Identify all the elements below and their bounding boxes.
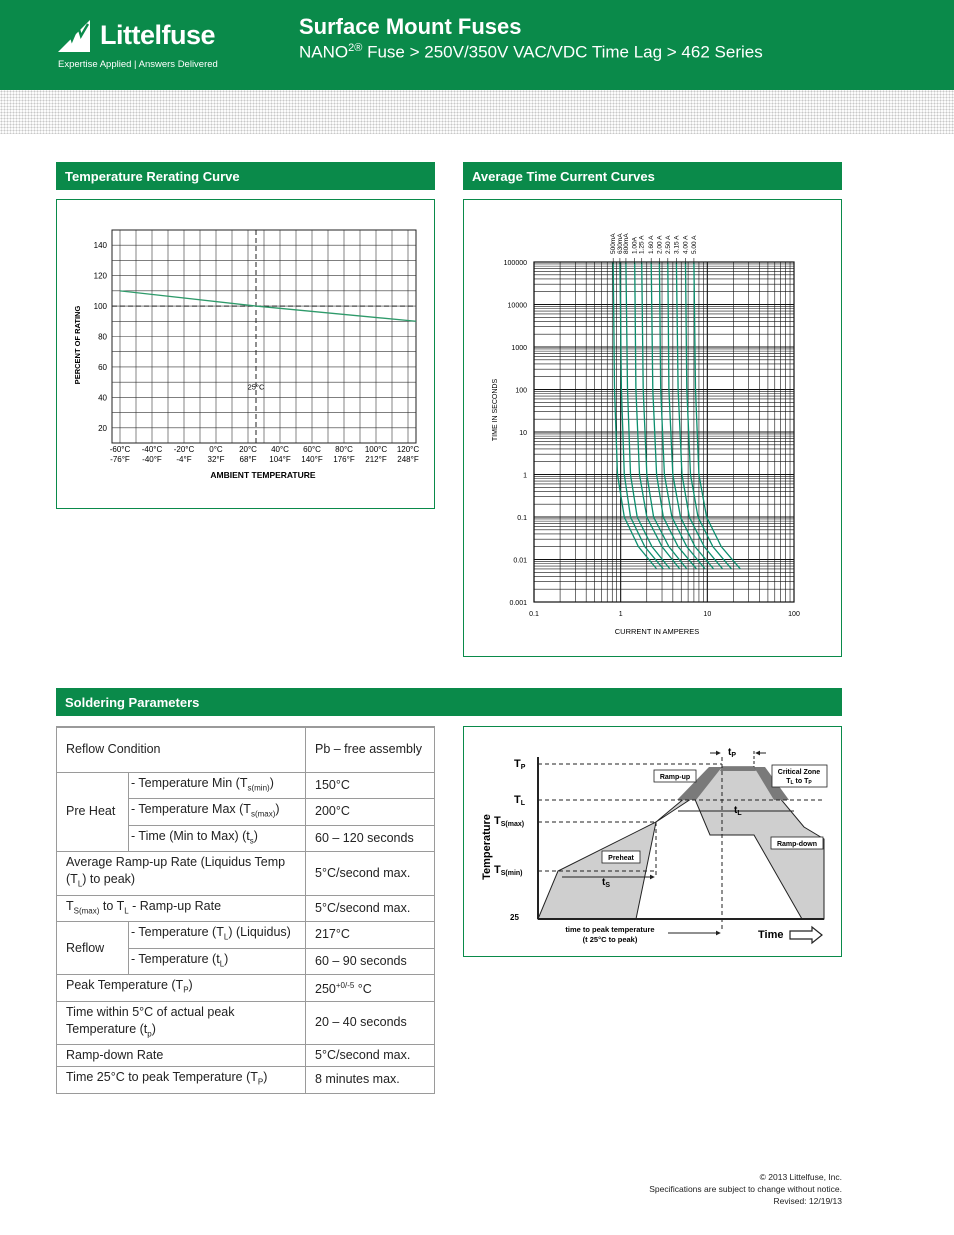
reflow-profile-panel: [463, 726, 842, 957]
section-header-time-current: Average Time Current Curves: [463, 162, 842, 190]
cell-label: T: [66, 898, 74, 913]
tsmin-label: TS(min): [494, 864, 523, 877]
series-line: [642, 262, 687, 569]
cell-sub: L: [77, 879, 83, 889]
x-tick-label-f: 140°F: [301, 455, 323, 464]
dotted-band: [0, 90, 954, 134]
series-name-label: 1.25 A: [638, 235, 646, 254]
series-name-label: 1.60 A: [648, 235, 656, 254]
cell-sub: p: [147, 1029, 152, 1038]
cell-value: 250: [315, 982, 336, 997]
cell-label: Pre Heat: [66, 804, 116, 819]
x-tick-label-c: -20°C: [173, 445, 195, 454]
time-current-chart-panel: [463, 199, 842, 657]
time-to-peak-label-1: time to peak temperature: [565, 925, 655, 934]
peak-zone: [720, 767, 756, 771]
x-tick-label-f: -4°F: [176, 455, 192, 464]
page-footer: [649, 1171, 842, 1207]
y-tick-label: 1: [523, 472, 527, 480]
tp-small-label: $t_P$: [728, 747, 737, 759]
rerating-chart: [57, 200, 434, 508]
subtitle-pre: NANO: [299, 42, 349, 62]
x-tick-label: 1: [618, 611, 623, 618]
cell-sub: s: [249, 836, 254, 845]
x-tick-label-f: 104°F: [269, 455, 291, 464]
rerating-reference-label: 25°C: [247, 382, 265, 392]
y-tick-label: 0.1: [517, 515, 527, 522]
x-tick-label: 100: [788, 611, 800, 618]
table-cell: [306, 825, 435, 852]
x-tick-label-c: 0°C: [209, 445, 223, 454]
table-cell: - Temperature Max $(T_{s(max)})$: [129, 799, 306, 826]
cell-sub: S(max): [73, 906, 100, 915]
cell-value: 5°C/second max.: [315, 865, 411, 880]
cell-sub: L: [124, 906, 129, 915]
revised-date: Revised: 12/19/13: [773, 1196, 842, 1206]
table-cell: [57, 727, 306, 772]
rampdown-label: Ramp-down: [776, 841, 818, 848]
rerating-chart-panel: [56, 199, 435, 509]
y-tick-label: 60: [98, 362, 107, 372]
cell-label: - Temperature Max (T: [131, 802, 251, 816]
page-title: Surface Mount Fuses: [299, 14, 522, 39]
critical-zone-label-1: Critical Zone: [777, 769, 821, 776]
table-row: [57, 1045, 435, 1067]
section-header-soldering: Soldering Parameters: [56, 688, 842, 716]
series-line: [626, 262, 670, 569]
series-name-label: 800mA: [622, 233, 630, 254]
section-header-rerating: Temperature Rerating Curve: [56, 162, 435, 190]
y-tick-label: 0.01: [513, 557, 527, 565]
preheat-label: Preheat: [608, 855, 634, 862]
x-tick-label-f: 176°F: [333, 455, 355, 464]
table-row: [57, 1067, 435, 1094]
cell-sub: s(max): [250, 809, 276, 819]
table-cell: [57, 772, 129, 852]
tsmax-label: TS(max): [494, 815, 525, 828]
x-tick-label-f: 248°F: [397, 455, 419, 464]
tl-small-label: $t_L$: [734, 805, 742, 817]
cell-sub: P: [257, 1077, 264, 1087]
table-cell: [306, 799, 435, 826]
cell-label: (T: [66, 872, 78, 886]
table-cell: [306, 1001, 435, 1045]
temperature-axis-label: Temperature: [481, 814, 493, 880]
x-tick-label-f: -40°F: [142, 455, 162, 464]
x-tick-label-f: 32°F: [207, 455, 225, 464]
table-cell: [57, 852, 306, 896]
cell-value: 200°C: [315, 804, 350, 819]
table-cell: Peak Temperature $(T_P)$: [57, 975, 306, 1002]
y-tick-label: 0.001: [509, 600, 527, 607]
page-subtitle: [299, 42, 763, 63]
x-tick-label-c: -60°C: [109, 445, 131, 454]
copyright: © 2013 Littelfuse, Inc.: [759, 1172, 842, 1182]
tl-label: TL: [514, 794, 526, 807]
subtitle-sup: 2®: [348, 42, 363, 54]
table-row: [57, 852, 435, 896]
cell-label: - Time (Min to Max) (t: [131, 828, 250, 843]
table-row: [57, 975, 435, 1002]
table-cell: [57, 895, 306, 922]
tp-label: TP: [514, 758, 526, 771]
x-tick-label: 10: [703, 611, 712, 618]
table-row: [57, 895, 435, 922]
table-cell: [306, 975, 435, 1002]
x-tick-label-c: 80°C: [335, 445, 353, 454]
series-name-label: 4.00 A: [682, 235, 690, 254]
brand-tagline: Expertise Applied | Answers Delivered: [58, 59, 218, 70]
x-tick-label-c: 40°C: [271, 445, 289, 454]
littelfuse-logo-icon: [56, 18, 94, 54]
time-current-y-ticks: [504, 260, 527, 607]
table-cell: [306, 727, 435, 772]
table-cell: Time 25°C to peak Temperature $(T_P)$: [57, 1067, 306, 1094]
series-name-label: 5.00 A: [690, 235, 698, 254]
cell-label: - Temperature Min (T: [131, 775, 248, 790]
table-cell: [57, 922, 129, 975]
cell-sub: L: [223, 932, 229, 942]
series-name-label: 2.50 A: [664, 235, 672, 254]
y-tick-label: 1000: [511, 345, 527, 352]
cell-value: 60 – 90 seconds: [315, 953, 407, 968]
y-tick-label: 80: [98, 332, 107, 342]
table-cell: - Time (Min to Max) $(t_s)$: [129, 825, 306, 852]
cell-label: - Temperature (T: [131, 925, 224, 939]
cell-label: Ramp-down Rate: [66, 1048, 164, 1062]
x-tick-label-c: 60°C: [303, 445, 321, 454]
cell-label: Average Ramp-up Rate (Liquidus Temp: [66, 855, 286, 869]
cell-label: Reflow Condition: [66, 742, 161, 757]
cell-value: 217°C: [315, 927, 350, 942]
cell-label: ) to peak): [82, 872, 136, 886]
cell-label: Peak Temperature (T: [66, 978, 184, 992]
table-cell: [129, 922, 306, 949]
table-row: [57, 1001, 435, 1045]
series-line: [651, 262, 696, 569]
x-tick-label: 0.1: [529, 611, 539, 618]
t25-label: 25: [510, 913, 519, 922]
y-tick-label: 120: [93, 271, 107, 281]
cell-sup: +0/-5: [335, 981, 355, 991]
rerating-x-ticks: [110, 445, 420, 464]
y-tick-label: 140: [93, 241, 107, 251]
table-cell: - Temperature Min $(T_{s(min)})$: [129, 772, 306, 799]
series-name-label: 3.15 A: [673, 235, 681, 254]
x-tick-label-f: 212°F: [365, 455, 387, 464]
cell-value: °C: [354, 982, 372, 997]
cell-value: 5°C/second max.: [315, 1048, 411, 1062]
time-current-y-label: TIME IN SECONDS: [492, 378, 499, 442]
critical-zone-label-2: TL to TP: [786, 778, 812, 786]
x-tick-label-f: -76°F: [110, 455, 130, 464]
x-tick-label-c: 100°C: [364, 445, 388, 454]
brand-name: Littelfuse: [100, 20, 216, 50]
cell-sub: P: [183, 985, 189, 995]
page-header: [0, 0, 954, 90]
series-name-label: 500mA: [610, 233, 618, 254]
x-tick-label-f: 68°F: [239, 455, 257, 464]
table-cell: [306, 922, 435, 949]
rerating-y-label: PERCENT OF RATING: [73, 305, 82, 385]
time-current-chart: [464, 200, 841, 656]
table-cell: [306, 852, 435, 896]
table-row: [57, 727, 435, 772]
time-axis-label: Time: [758, 929, 784, 941]
table-row: [57, 922, 435, 949]
x-tick-label-c: 120°C: [396, 445, 420, 454]
y-tick-label: 10000: [507, 302, 527, 310]
cell-label: to T: [99, 898, 125, 913]
table-cell: Time within 5°C of actual peak Temperature $(t_p)$: [57, 1001, 306, 1045]
table-cell: [306, 1067, 435, 1094]
time-to-peak-label-2: (t 25°C to peak): [582, 935, 638, 944]
series-name-label: 2.00 A: [656, 235, 664, 254]
ts-small-label: $t_S$: [602, 877, 611, 889]
y-tick-label: 20: [98, 423, 107, 433]
y-tick-label: 10: [519, 430, 527, 437]
soldering-parameters-table: [56, 726, 435, 1094]
rerating-x-label: AMBIENT TEMPERATURE: [210, 470, 316, 480]
time-current-grid: [534, 262, 794, 602]
table-cell: [306, 772, 435, 799]
y-tick-label: 100: [515, 387, 527, 395]
cell-sub: s(min): [247, 783, 270, 792]
cell-value: 150°C: [315, 777, 350, 792]
time-arrow-icon: [790, 927, 822, 943]
rampup-label: Ramp-up: [659, 774, 691, 781]
time-current-x-ticks: [529, 611, 800, 618]
cell-value: 20 – 40 seconds: [315, 1015, 407, 1030]
time-current-x-label: CURRENT IN AMPERES: [614, 627, 700, 636]
x-tick-label-c: -40°C: [141, 445, 163, 454]
cell-label: Time within 5°C of actual peak: [66, 1004, 235, 1019]
x-tick-label-c: 20°C: [239, 445, 257, 454]
rerating-grid: [112, 230, 416, 443]
series-name-label: 630mA: [616, 233, 624, 254]
table-cell: - Temperature $(t_L)$: [129, 948, 306, 975]
cell-value: 60 – 120 seconds: [315, 830, 414, 845]
cell-label: - Temperature (t: [131, 951, 220, 966]
cell-value: Pb – free assembly: [315, 742, 422, 757]
cell-label: - Ramp-up Rate: [128, 898, 222, 913]
rerating-y-ticks: [94, 241, 108, 433]
table-cell: [306, 895, 435, 922]
y-tick-label: 100000: [503, 260, 527, 267]
cell-label: ) (Liquidus): [228, 925, 291, 939]
table-row: [57, 772, 435, 799]
table-cell: [57, 1045, 306, 1067]
spec-notice: Specifications are subject to change without notice.: [649, 1184, 842, 1194]
cell-value: 8 minutes max.: [315, 1072, 400, 1087]
time-current-series: [613, 262, 740, 569]
cell-label: Time 25°C to peak Temperature (T: [66, 1070, 258, 1084]
cell-label: Temperature (t: [66, 1021, 148, 1036]
reflow-profile-diagram: [464, 727, 841, 956]
table-cell: [306, 1045, 435, 1067]
y-tick-label: 40: [98, 393, 107, 403]
subtitle-post: Fuse > 250V/350V VAC/VDC Time Lag > 462 Series: [362, 42, 763, 62]
table-cell: [306, 948, 435, 975]
series-name-label: 1.00A: [631, 237, 639, 254]
y-tick-label: 100: [93, 302, 107, 312]
cell-sub: L: [219, 959, 225, 968]
cell-label: Reflow: [66, 940, 105, 955]
cell-value: 5°C/second max.: [315, 900, 411, 915]
time-current-series-names: [610, 233, 698, 264]
